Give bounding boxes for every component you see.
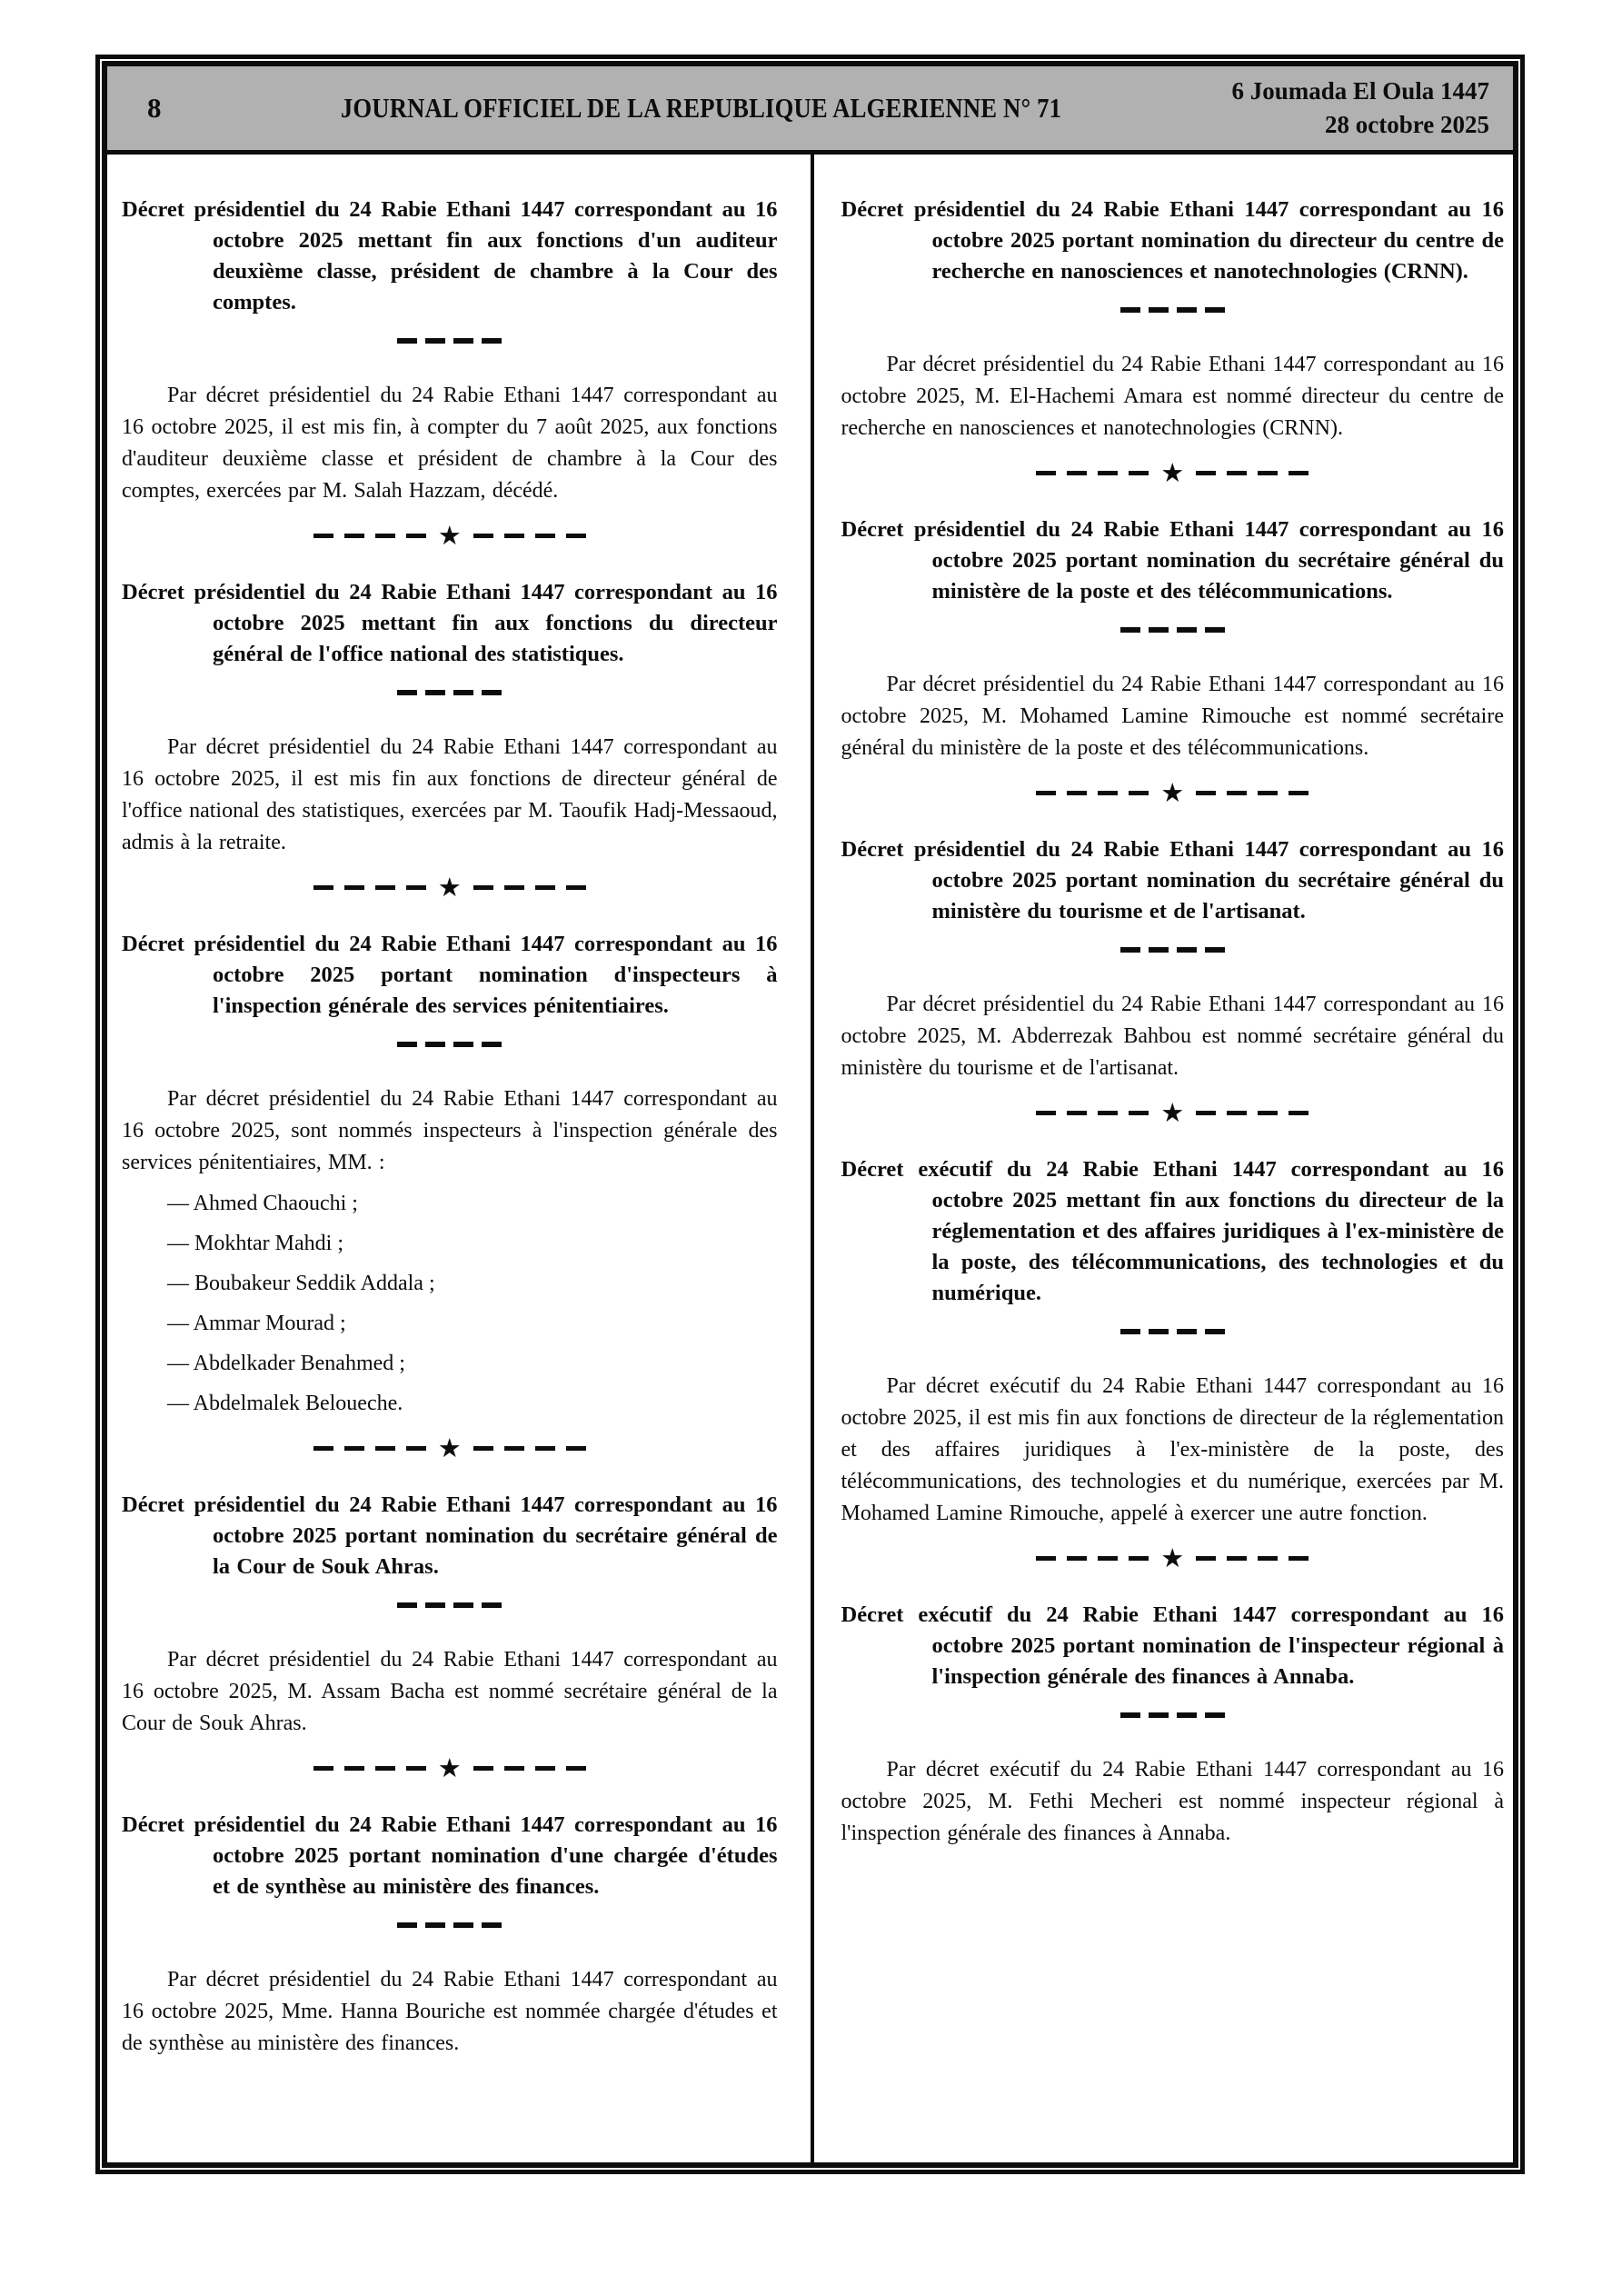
date-hijri: 6 Joumada El Oula 1447 <box>1231 77 1489 105</box>
decree-body: Par décret présidentiel du 24 Rabie Ethani 1447 correspondant au 16 octobre 2025, M. Mohamed Lamine Rimouche est nommé secrétaire général du ministère de la poste et des télécommunications. <box>841 673 1504 760</box>
journal-title: JOURNAL OFFICIEL DE LA REPUBLIQUE ALGERIENNE N° 71 <box>340 92 1062 124</box>
decree-title: Décret présidentiel du 24 Rabie Ethani 1447 correspondant au 16 octobre 2025 portant nomination du secrétaire général du ministère de la poste et des télécommunications. <box>841 517 1504 604</box>
star-icon: ★ <box>437 1433 462 1463</box>
dash-separator <box>841 307 1505 313</box>
decree-body: Par décret présidentiel du 24 Rabie Ethani 1447 correspondant au 16 octobre 2025, il est mis fin aux fonctions de directeur général de l'office national des statistiques, exercées par M. Taoufik Hadj-Messaoud, admis à la retraite. <box>122 735 778 854</box>
page-header <box>107 66 1513 155</box>
decree-body: Par décret présidentiel du 24 Rabie Ethani 1447 correspondant au 16 octobre 2025, M. El-Hachemi Amara est nommé directeur du centre de recherche en nanosciences et nanotechnologies (CRNN). <box>841 353 1504 440</box>
decree-article <box>122 577 778 902</box>
decree-title: Décret présidentiel du 24 Rabie Ethani 1447 correspondant au 16 octobre 2025 portant nomination du secrétaire général du ministère du tourisme et de l'artisanat. <box>841 837 1504 923</box>
page-content <box>107 155 1513 2162</box>
decree-article <box>122 1490 778 1782</box>
dash-separator <box>841 627 1505 633</box>
star-separator <box>122 873 778 902</box>
decree-body: Par décret présidentiel du 24 Rabie Ethani 1447 correspondant au 16 octobre 2025, sont nommés inspecteurs à l'inspection générale des services pénitentiaires, MM. : <box>122 1087 778 1174</box>
page-border-inner <box>102 61 1518 2168</box>
dash-separator <box>841 947 1505 953</box>
star-icon: ★ <box>437 1752 462 1783</box>
nominee-item: — Mokhtar Mahdi ; <box>167 1232 343 1255</box>
decree-title: Décret présidentiel du 24 Rabie Ethani 1447 correspondant au 16 octobre 2025 portant nomination du directeur du centre de recherche en nanosciences et nanotechnologies (CRNN). <box>841 197 1504 284</box>
decree-article <box>122 195 778 550</box>
decree-body: Par décret présidentiel du 24 Rabie Ethani 1447 correspondant au 16 octobre 2025, M. Abderrezak Bahbou est nommé secrétaire général du ministère du tourisme et de l'artisanat. <box>841 993 1504 1080</box>
date-gregorian: 28 octobre 2025 <box>1325 111 1489 138</box>
decree-body: Par décret présidentiel du 24 Rabie Ethani 1447 correspondant au 16 octobre 2025, Mme. Hanna Bouriche est nommée chargée d'études et de synthèse au ministère des finances. <box>122 1968 778 2055</box>
nominee-list <box>122 1188 778 1420</box>
dash-separator <box>841 1712 1505 1718</box>
star-separator <box>841 778 1505 807</box>
decree-title: Décret exécutif du 24 Rabie Ethani 1447 correspondant au 16 octobre 2025 portant nomination de l'inspecteur régional à l'inspection générale des finances à Annaba. <box>841 1602 1504 1689</box>
star-separator <box>122 521 778 550</box>
star-icon: ★ <box>1160 1097 1185 1128</box>
star-icon: ★ <box>1160 777 1185 808</box>
page-border <box>95 55 1525 2174</box>
nominee-item: — Boubakeur Seddik Addala ; <box>167 1272 435 1295</box>
dash-separator <box>122 338 778 344</box>
decree-article <box>122 1810 778 2060</box>
dash-separator <box>122 1922 778 1928</box>
decree-article <box>841 1600 1505 1850</box>
decree-body: Par décret exécutif du 24 Rabie Ethani 1447 correspondant au 16 octobre 2025, M. Fethi Mecheri est nommé inspecteur régional à l'inspection générale des finances à Annaba. <box>841 1758 1504 1845</box>
decree-body: Par décret exécutif du 24 Rabie Ethani 1447 correspondant au 16 octobre 2025, il est mis fin aux fonctions de directeur de la réglementation et des affaires juridiques à l'ex-ministère de la poste, des télécommunications, des technologies et du numérique, exercées par M. Mohamed Lamine Rimouche, appelé à exercer une autre fonction. <box>841 1374 1505 1525</box>
decree-title: Décret présidentiel du 24 Rabie Ethani 1447 correspondant au 16 octobre 2025 portant nomination d'une chargée d'études et de synthèse au ministère des finances. <box>122 1812 778 1899</box>
dash-separator <box>122 1042 778 1047</box>
nominee-item: — Ammar Mourad ; <box>167 1312 346 1335</box>
star-separator <box>841 458 1505 487</box>
decree-title: Décret exécutif du 24 Rabie Ethani 1447 correspondant au 16 octobre 2025 mettant fin aux fonctions du directeur de la réglementation et des affaires juridiques à l'ex-ministère de la poste, des télécommunications, des technologies et du numérique. <box>841 1157 1504 1305</box>
star-separator <box>122 1433 778 1462</box>
star-separator <box>122 1753 778 1782</box>
decree-article <box>841 834 1505 1127</box>
decree-article <box>122 929 778 1462</box>
decree-article <box>841 514 1505 807</box>
decree-body: Par décret présidentiel du 24 Rabie Ethani 1447 correspondant au 16 octobre 2025, il est mis fin, à compter du 7 août 2025, aux fonctions d'auditeur deuxième classe et président de chambre à la Cour des comptes, exercées par M. Salah Hazzam, décédé. <box>122 384 778 503</box>
decree-body: Par décret présidentiel du 24 Rabie Ethani 1447 correspondant au 16 octobre 2025, M. Assam Bacha est nommé secrétaire général de la Cour de Souk Ahras. <box>122 1648 778 1735</box>
star-separator <box>841 1543 1505 1572</box>
nominee-item: — Ahmed Chaouchi ; <box>167 1192 358 1215</box>
decree-title: Décret présidentiel du 24 Rabie Ethani 1447 correspondant au 16 octobre 2025 mettant fin aux fonctions du directeur général de l'office national des statistiques. <box>122 580 778 666</box>
star-icon: ★ <box>437 520 462 551</box>
star-icon: ★ <box>1160 457 1185 488</box>
dash-separator <box>122 1602 778 1608</box>
nominee-item: — Abdelmalek Beloueche. <box>167 1392 403 1415</box>
decree-article <box>841 195 1505 487</box>
star-separator <box>841 1098 1505 1127</box>
left-column <box>107 155 811 2162</box>
dash-separator <box>122 690 778 695</box>
dash-separator <box>841 1329 1505 1334</box>
page-number: 8 <box>147 92 162 124</box>
decree-title: Décret présidentiel du 24 Rabie Ethani 1447 correspondant au 16 octobre 2025 portant nomination du secrétaire général de la Cour de Souk Ahras. <box>122 1492 778 1579</box>
decree-title: Décret présidentiel du 24 Rabie Ethani 1447 correspondant au 16 octobre 2025 portant nomination d'inspecteurs à l'inspection générale des services pénitentiaires. <box>122 932 778 1018</box>
decree-article <box>841 1154 1505 1572</box>
star-icon: ★ <box>1160 1542 1185 1573</box>
star-icon: ★ <box>437 872 462 903</box>
right-column <box>811 155 1514 2162</box>
header-dates <box>1177 75 1513 142</box>
decree-title: Décret présidentiel du 24 Rabie Ethani 1447 correspondant au 16 octobre 2025 mettant fin aux fonctions d'un auditeur deuxième classe, président de chambre à la Cour des comptes. <box>122 197 778 314</box>
nominee-item: — Abdelkader Benahmed ; <box>167 1352 405 1375</box>
